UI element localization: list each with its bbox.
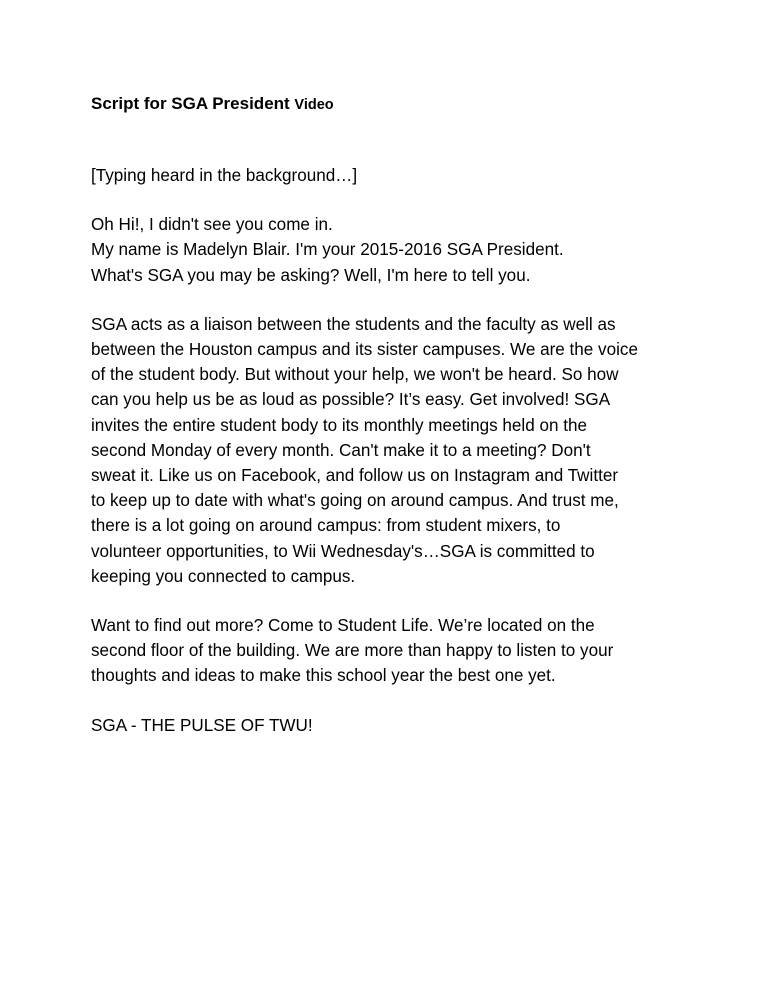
body-line: to keep up to date with what's going on around campus. And trust me, [91, 491, 619, 511]
body-line: sweat it. Like us on Facebook, and follow us on Instagram and Twitter [91, 466, 619, 486]
body-line: second Monday of every month. Can't make it to a meeting? Don't [91, 440, 591, 460]
title-main: Script for SGA President [91, 94, 295, 113]
slogan: SGA - THE PULSE OF TWU! [91, 715, 313, 735]
slogan-paragraph [91, 713, 701, 738]
document-title [91, 91, 701, 118]
closing-paragraph [91, 613, 701, 689]
body-line: keeping you connected to campus. [91, 566, 356, 586]
closing-line: Want to find out more? Come to Student Life. We’re located on the [91, 616, 595, 636]
closing-line: thoughts and ideas to make this school year the best one yet. [91, 666, 556, 686]
document-content [91, 91, 701, 738]
intro-paragraph [91, 212, 701, 288]
body-line: volunteer opportunities, to Wii Wednesday's…SGA is committed to [91, 541, 595, 561]
body-line: there is a lot going on around campus: from student mixers, to [91, 516, 561, 536]
body-line: invites the entire student body to its monthly meetings held on the [91, 415, 588, 435]
stage-direction [91, 163, 701, 188]
body-line: between the Houston campus and its sister campuses. We are the voice [91, 340, 638, 360]
closing-line: second floor of the building. We are more than happy to listen to your [91, 641, 614, 661]
body-line: SGA acts as a liaison between the students and the faculty as well as [91, 314, 616, 334]
intro-line: What's SGA you may be asking? Well, I'm here to tell you. [91, 265, 531, 285]
stage-direction-text: [Typing heard in the background…] [91, 166, 358, 185]
body-line: of the student body. But without your help, we won't be heard. So how [91, 365, 619, 385]
intro-line: My name is Madelyn Blair. I'm your 2015-2016 SGA President. [91, 240, 564, 260]
body-paragraph [91, 312, 701, 589]
body-line: can you help us be as loud as possible? It’s easy. Get involved! SGA [91, 390, 611, 410]
intro-line: Oh Hi!, I didn't see you come in. [91, 215, 333, 235]
title-tail: Video [294, 97, 334, 113]
